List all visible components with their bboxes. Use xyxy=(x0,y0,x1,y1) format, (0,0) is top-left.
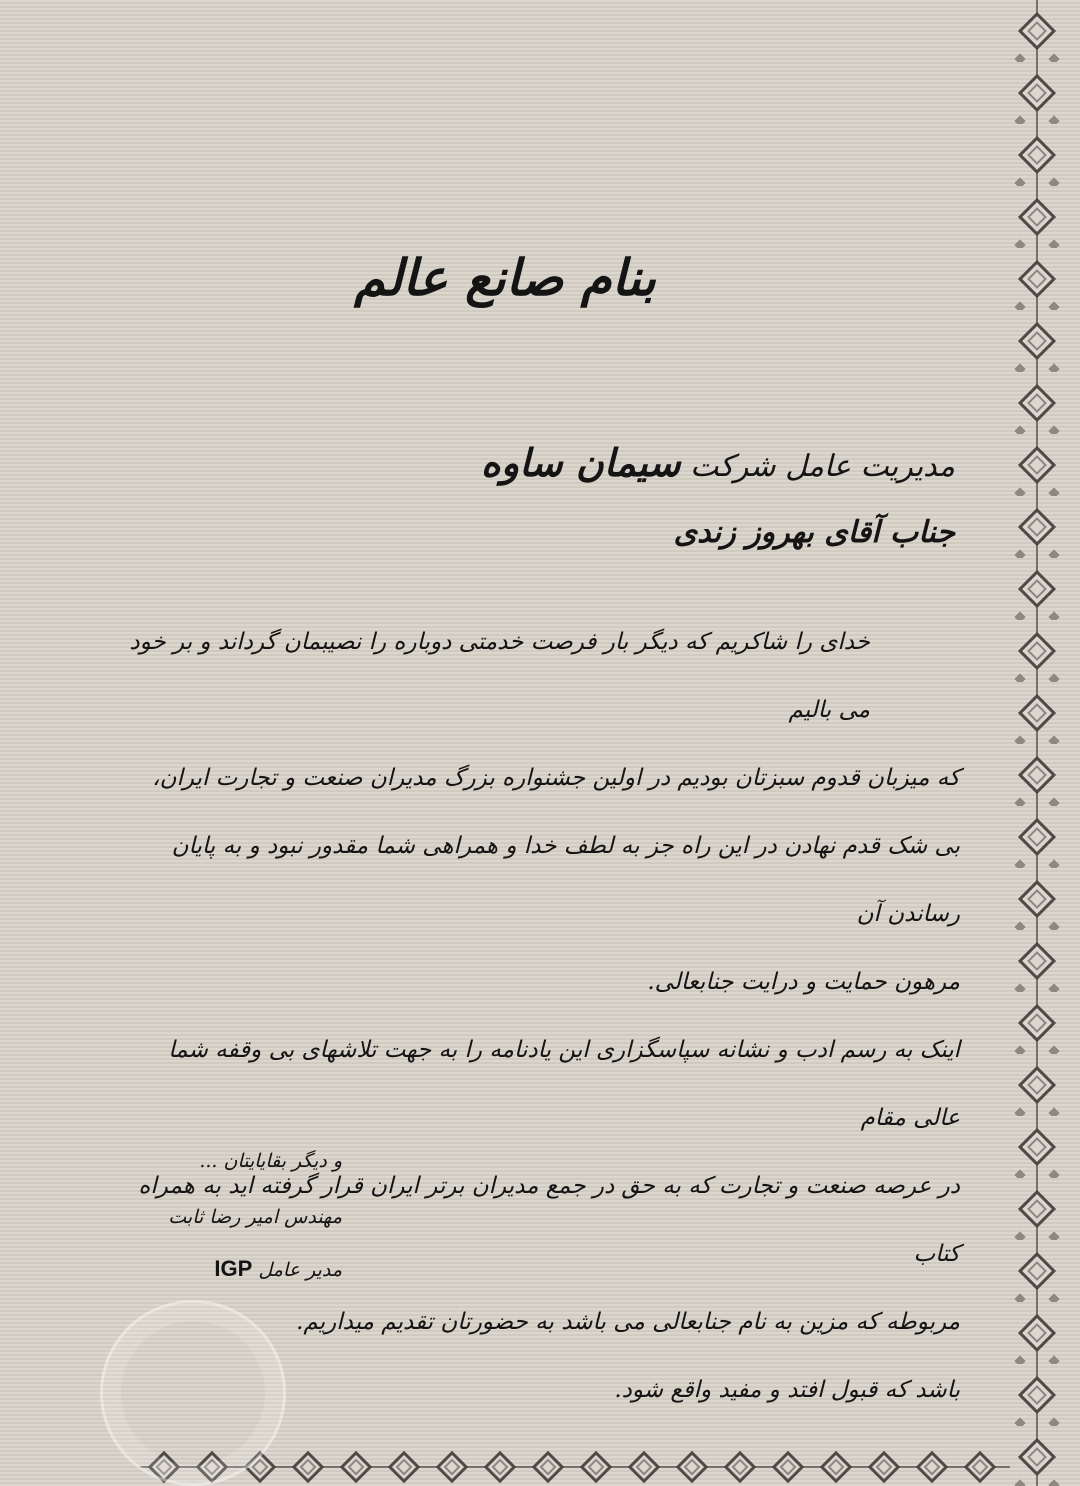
body-line: که میزبان قدوم سبزتان بودیم در اولین جشنواره بزرگ مدیران صنعت و تجارت ایران، xyxy=(152,765,960,791)
signer-name: مهندس امیر رضا ثابت xyxy=(168,1206,342,1228)
decorative-border-right xyxy=(1012,0,1062,1486)
recipient-company: سیمان ساوه xyxy=(480,440,681,485)
recipient-line xyxy=(125,440,955,485)
body-line: اینک به رسم ادب و نشانه سپاسگزاری این یادنامه را به جهت تلاشهای بی وقفه شما عالی مقام xyxy=(168,1037,960,1131)
body-line: مربوطه که مزین به نام جنابعالی می باشد به حضورتان تقدیم میداریم. xyxy=(296,1309,960,1335)
body-line: بی شک قدم نهادن در این راه جز به لطف خدا و همراهی شما مقدور نبود و به پایان رساندن آن xyxy=(171,833,960,927)
body-line: در عرصه صنعت و تجارت که به حق در جمع مدیران برتر ایران قرار گرفته اید به همراه کتاب xyxy=(138,1173,960,1267)
closing: و دیگر بقایایتان ... xyxy=(199,1150,342,1172)
body-line: خدای را شاکریم که دیگر بار فرصت خدمتی دوباره را نصیبمان گرداند و بر خود می بالیم xyxy=(129,629,870,723)
recipient-role: مدیریت عامل شرکت xyxy=(690,449,955,484)
body-line: مرهون حمایت و درایت جنابعالی. xyxy=(647,969,960,995)
decorative-border-bottom xyxy=(140,1448,1010,1486)
signer-title: مدیر عامل xyxy=(258,1259,342,1281)
letter-title: بنام صانع عالم xyxy=(354,248,656,307)
body-line: باشد که قبول افتد و مفید واقع شود. xyxy=(614,1377,960,1403)
recipient-name: جناب آقای بهروز زندی xyxy=(673,515,955,550)
letter-body xyxy=(125,608,960,1424)
signer-org: IGP xyxy=(214,1256,253,1281)
signer-title-line xyxy=(120,1256,342,1282)
